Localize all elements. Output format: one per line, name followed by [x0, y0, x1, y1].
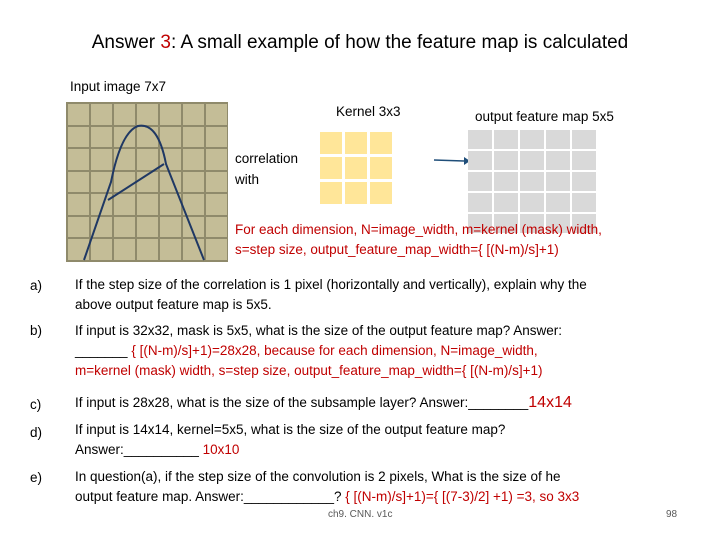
formula-note [235, 220, 602, 260]
output-cell [520, 172, 544, 191]
title-number: 3 [160, 32, 171, 53]
formula-line1: For each dimension, N=image_width, m=kernel (mask) width, [235, 222, 602, 237]
question-b-line2 [75, 341, 715, 361]
kernel-cell [345, 182, 367, 204]
question-b-answer-line3: m=kernel (mask) width, s=step size, output_feature_map_width={ [(N-m)/s]+1) [75, 363, 543, 378]
question-b-blank: _______ [75, 343, 132, 358]
question-e-line2 [75, 487, 715, 507]
output-map-label: output feature map 5x5 [475, 109, 614, 124]
output-cell [520, 151, 544, 170]
output-cell [468, 130, 492, 149]
title-prefix: Answer [91, 32, 161, 53]
kernel-cell [370, 182, 392, 204]
output-cell [468, 193, 492, 212]
correlation-line1: correlation [235, 151, 299, 166]
slide-title [0, 32, 720, 54]
output-cell [546, 193, 570, 212]
question-a-line1: If the step size of the correlation is 1 pixel (horizontally and vertically), explain why the [75, 277, 587, 292]
question-b-text [75, 321, 715, 381]
question-d-line1: If input is 14x14, kernel=5x5, what is the size of the output feature map? [75, 422, 506, 437]
output-cell [468, 151, 492, 170]
question-a-line2: above output feature map is 5x5. [75, 297, 272, 312]
question-b-letter: b) [30, 323, 43, 338]
question-e-text [75, 467, 715, 507]
output-cell [520, 130, 544, 149]
kernel-cell [320, 132, 342, 154]
question-c-letter: c) [30, 397, 42, 412]
letter-a-sketch [66, 102, 228, 264]
output-cell [546, 151, 570, 170]
kernel-grid-wrapper [320, 132, 392, 204]
question-a-text [75, 275, 715, 315]
arrow-icon [432, 152, 472, 168]
title-rest: : A small example of how the feature map is calculated [170, 32, 629, 53]
question-d-text [75, 420, 715, 460]
kernel-cell [320, 157, 342, 179]
kernel-cell [320, 182, 342, 204]
output-cell [572, 151, 596, 170]
question-b-answer-line2: { [(N-m)/s]+1)=28x28, because for each dimension, N=image_width, [131, 343, 538, 358]
formula-line2: s=step size, output_feature_map_width={ [(N-m)/s]+1) [235, 242, 559, 257]
question-c-prompt: If input is 28x28, what is the size of the subsample layer? Answer:________ [75, 395, 529, 410]
question-a-letter: a) [30, 278, 43, 293]
kernel-cell [345, 157, 367, 179]
output-cell [494, 172, 518, 191]
correlation-line2: with [235, 172, 260, 187]
question-d-answer: 10x10 [202, 442, 240, 457]
question-e-prompt: output feature map. Answer:____________? [75, 489, 346, 504]
page-number: 98 [666, 509, 678, 520]
input-image-label: Input image 7x7 [70, 79, 167, 94]
question-e-line1: In question(a), if the step size of the convolution is 2 pixels, What is the size of he [75, 469, 561, 484]
output-cell [546, 172, 570, 191]
question-d-line2 [75, 440, 715, 460]
output-cell [546, 130, 570, 149]
kernel-cell [370, 157, 392, 179]
correlation-label [235, 148, 298, 190]
output-cell [572, 172, 596, 191]
kernel-grid [320, 132, 392, 204]
question-c-answer: 14x14 [528, 394, 572, 411]
output-cell [468, 172, 492, 191]
question-b-line1: If input is 32x32, mask is 5x5, what is the size of the output feature map? Answer: [75, 323, 563, 338]
output-cell [572, 130, 596, 149]
question-d-letter: d) [30, 425, 43, 440]
question-d-prompt: Answer:__________ [75, 442, 203, 457]
input-image-grid-wrapper [66, 102, 228, 262]
output-cell [494, 193, 518, 212]
output-cell [494, 130, 518, 149]
output-cell [572, 193, 596, 212]
footer-source: ch9. CNN. v1c [328, 509, 393, 520]
output-cell [520, 193, 544, 212]
question-e-answer: { [(N-m)/s]+1)={ [(7-3)/2] +1) =3, so 3x3 [345, 489, 580, 504]
question-c-text [75, 393, 715, 413]
output-cell [494, 151, 518, 170]
question-e-letter: e) [30, 470, 43, 485]
output-map-grid-wrapper [468, 130, 596, 233]
kernel-cell [370, 132, 392, 154]
output-map-grid [468, 130, 596, 233]
kernel-cell [345, 132, 367, 154]
kernel-label: Kernel 3x3 [336, 104, 401, 119]
